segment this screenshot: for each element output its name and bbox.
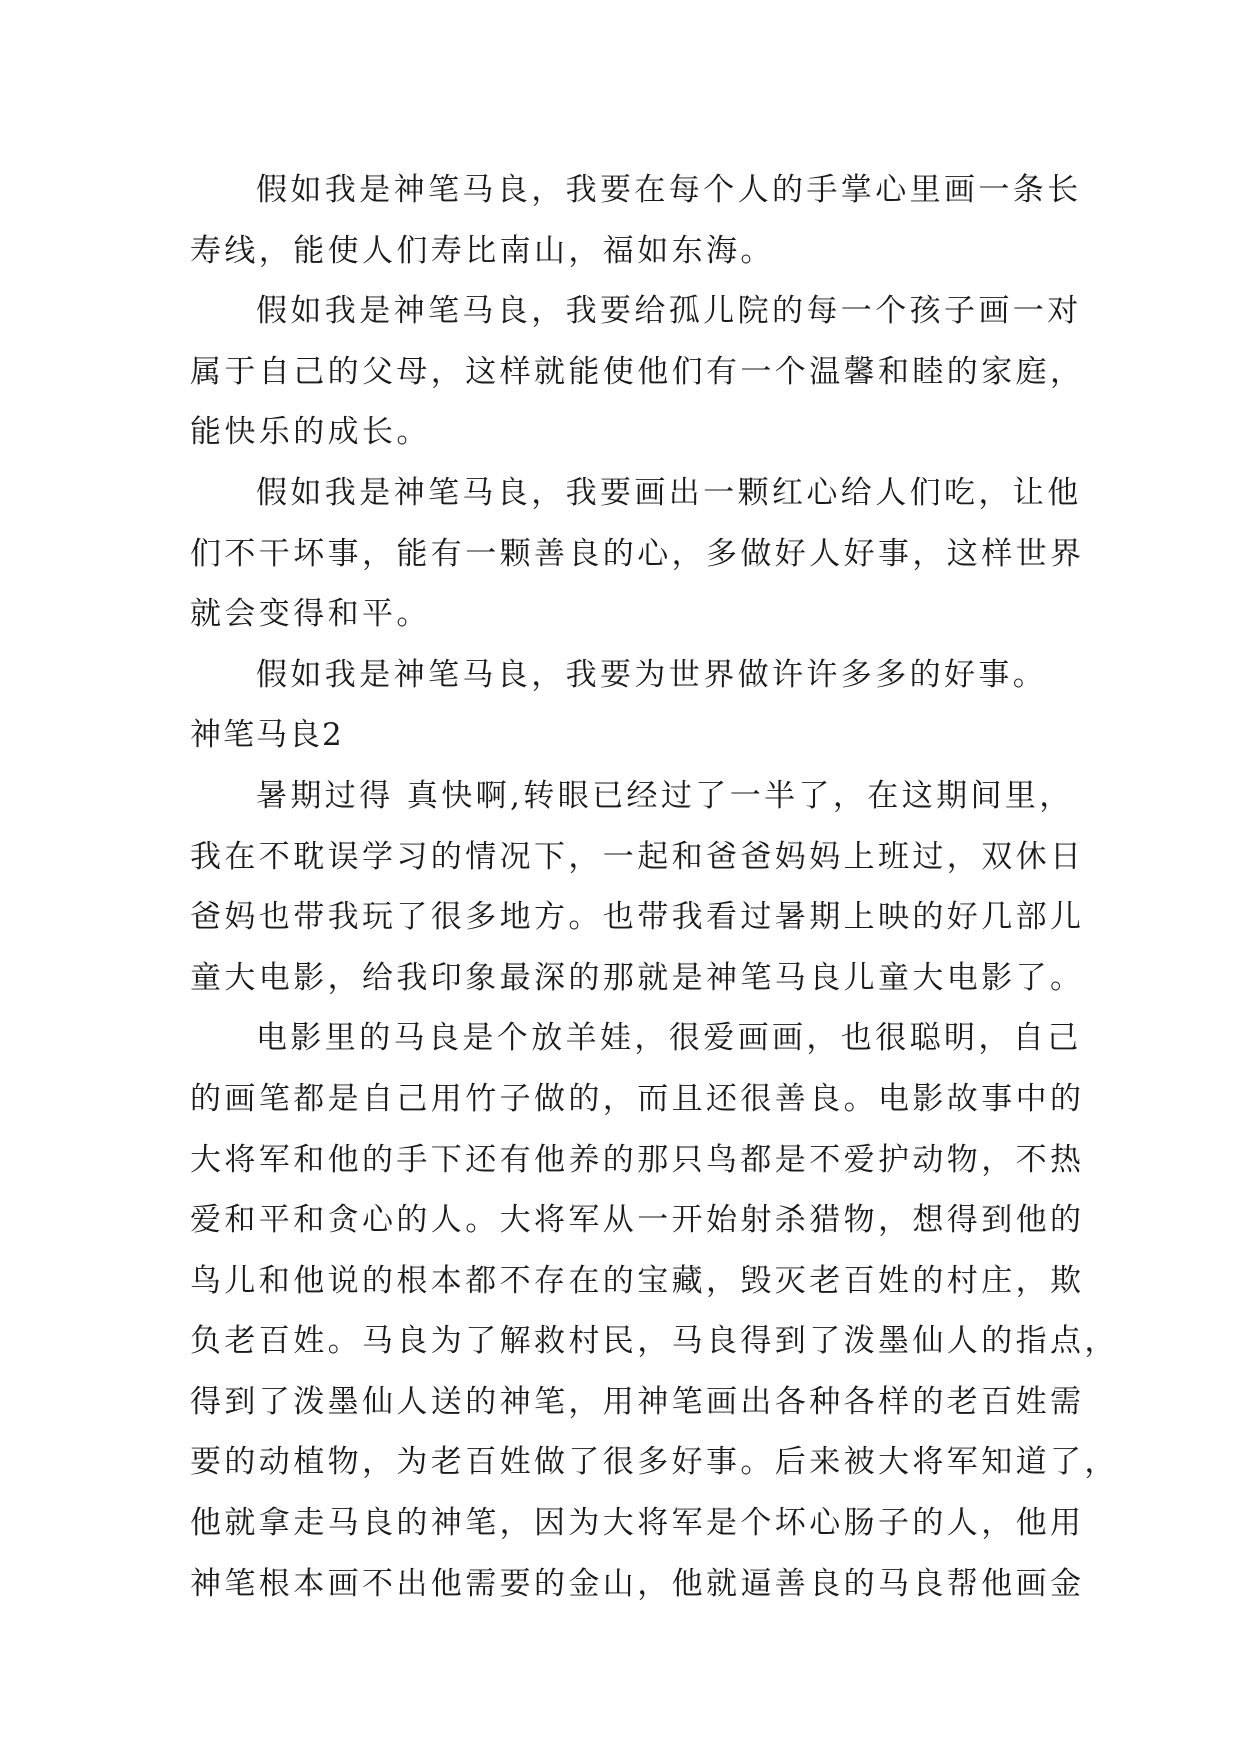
text-line: 鸟儿和他说的根本都不存在的宝藏，毁灭老百姓的村庄，欺: [190, 1262, 1085, 1299]
text-line: 负老百姓。马良为了解救村民，马良得到了泼墨仙人的指点，: [190, 1323, 1119, 1360]
text-line: 神笔根本画不出他需要的金山，他就逼善良的马良帮他画金: [190, 1565, 1085, 1602]
text-line: 寿线，能使人们寿比南山，福如东海。: [190, 232, 775, 269]
text-line: 能快乐的成长。: [190, 414, 431, 451]
paragraph: [190, 766, 1085, 1008]
paragraph: [190, 160, 1082, 281]
text-line: 童大电影，给我印象最深的那就是神笔马良儿童大电影了。: [190, 959, 1085, 996]
paragraph: [190, 281, 1085, 463]
text-line: 就会变得和平。: [190, 596, 431, 633]
text-line: 属于自己的父母，这样就能使他们有一个温馨和睦的家庭，: [190, 353, 1085, 390]
text-line: 我在不耽误学习的情况下，一起和爸爸妈妈上班过，双休日: [190, 838, 1085, 875]
text-line: 得到了泼墨仙人送的神笔，用神笔画出各种各样的老百姓需: [190, 1383, 1085, 1420]
text-line: 爱和平和贪心的人。大将军从一开始射杀猎物，想得到他的: [190, 1202, 1085, 1239]
heading-text: 神笔马良2: [190, 717, 344, 754]
text-line: 的画笔都是自己用竹子做的，而且还很善良。电影故事中的: [190, 1080, 1085, 1117]
text-line: 假如我是神笔马良，我要给孤儿院的每一个孩子画一对: [256, 293, 1082, 330]
text-line: 大将军和他的手下还有他养的那只鸟都是不爱护动物，不热: [190, 1141, 1085, 1178]
paragraph: [190, 463, 1085, 645]
text-line: 假如我是神笔马良，我要在每个人的手掌心里画一条长: [256, 172, 1082, 208]
text-line: 暑期过得 真快啊,转眼已经过了一半了，在这期间里，: [256, 777, 1074, 814]
paragraph: [190, 1008, 1119, 1614]
text-line: 们不干坏事，能有一颗善良的心，多做好人好事，这样世界: [190, 535, 1085, 572]
text-line: 假如我是神笔马良，我要画出一颗红心给人们吃，让他: [256, 474, 1082, 511]
section-heading: [190, 705, 1060, 766]
text-line: 爸妈也带我玩了很多地方。也带我看过暑期上映的好几部儿: [190, 899, 1085, 936]
text-line: 假如我是神笔马良，我要为世界做许许多多的好事。: [256, 656, 1048, 693]
text-line: 要的动植物，为老百姓做了很多好事。后来被大将军知道了，: [190, 1444, 1119, 1481]
document-body: [190, 160, 1119, 1614]
paragraph: [190, 645, 1060, 706]
text-line: 他就拿走马良的神笔，因为大将军是个坏心肠子的人，他用: [190, 1505, 1085, 1542]
text-line: 电影里的马良是个放羊娃，很爱画画，也很聪明，自己: [256, 1020, 1082, 1057]
